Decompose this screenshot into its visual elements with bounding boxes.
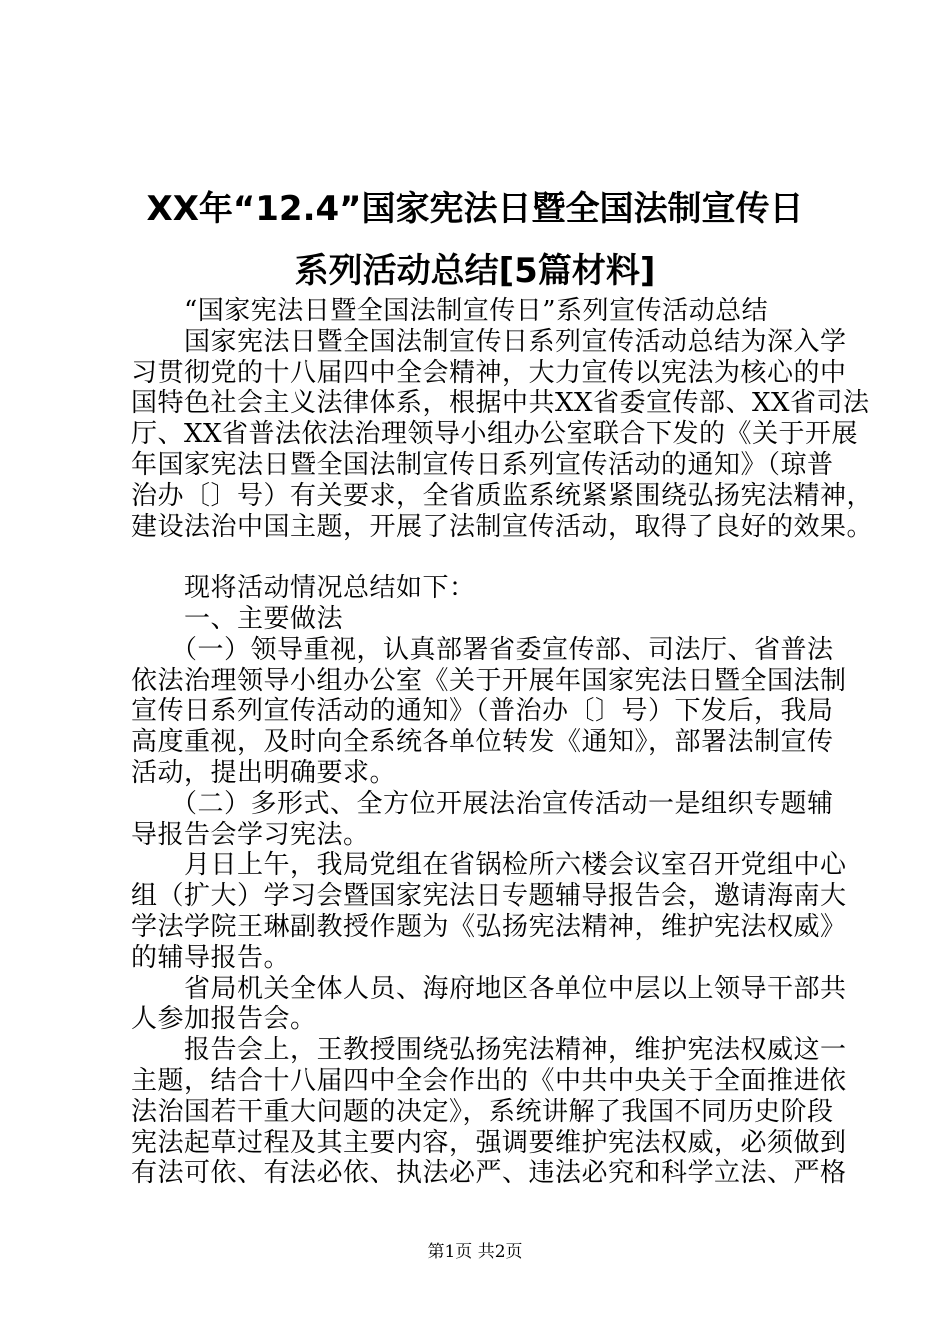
body-line: 活动，提出明确要求。 [131,757,397,788]
body-line: 年国家宪法日暨全国法制宣传日系列宣传活动的通知》（琼普 [131,449,834,480]
document-body [131,296,874,1189]
body-line: 人参加报告会。 [131,1004,317,1035]
body-line: 有法可依、有法必依、执法必严、违法必究和科学立法、严格 [131,1158,847,1189]
body-line: 报告会上，王教授围绕弘扬宪法精神，维护宪法权威这一 [131,1035,847,1066]
body-line: 法治国若干重大问题的决定》，系统讲解了我国不同历史阶段 [131,1096,834,1127]
body-line: （二）多形式、全方位开展法治宣传活动一是组织专题辅 [131,788,834,819]
blank-line [131,542,831,573]
body-line: 组（扩大）学习会暨国家宪法日专题辅导报告会，邀请海南大 [131,881,847,912]
body-line: 月日上午，我局党组在省锅检所六楼会议室召开党组中心 [131,850,847,881]
body-line: 现将活动情况总结如下： [131,573,476,604]
document-title [0,178,950,302]
body-line: “国家宪法日暨全国法制宣传日”系列宣传活动总结 [131,296,769,326]
section-heading: 一、主要做法 [131,603,344,634]
body-line: 主题，结合十八届四中全会作出的《中共中央关于全面推进依 [131,1065,847,1096]
body-line: 国家宪法日暨全国法制宣传日系列宣传活动总结为深入学 [131,326,847,357]
page-footer: 第1页 共2页 [427,1242,523,1262]
body-line: 建设法治中国主题，开展了法制宣传活动，取得了良好的效果。 [131,511,874,542]
body-line: 学法学院王琳副教授作题为《弘扬宪法精神，维护宪法权威》 [131,911,847,942]
body-line: 习贯彻党的十八届四中全会精神，大力宣传以宪法为核心的中 [131,357,847,388]
body-line: 厅、XX省普法依法治理领导小组办公室联合下发的《关于开展 [131,419,859,450]
body-line: 的辅导报告。 [131,942,291,973]
body-line: （一）领导重视，认真部署省委宣传部、司法厅、省普法 [131,634,834,665]
body-line: 宣传日系列宣传活动的通知》（普治办〔〕号）下发后，我局 [131,696,834,727]
body-line: 治办〔〕号）有关要求，全省质监系统紧紧围绕弘扬宪法精神， [131,480,874,511]
title-line-1: XX年“12.4”国家宪法日暨全国法制宣传日 [146,189,804,229]
body-line: 导报告会学习宪法。 [131,819,370,850]
body-line: 高度重视，及时向全系统各单位转发《通知》，部署法制宣传 [131,727,834,758]
title-line-2: 系列活动总结[5篇材料] [294,251,656,291]
body-line: 省局机关全体人员、海府地区各单位中层以上领导干部共 [131,973,847,1004]
body-line: 宪法起草过程及其主要内容，强调要维护宪法权威，必须做到 [131,1127,847,1158]
body-line: 依法治理领导小组办公室《关于开展年国家宪法日暨全国法制 [131,665,847,696]
body-line: 国特色社会主义法律体系，根据中共XX省委宣传部、XX省司法 [131,388,870,419]
